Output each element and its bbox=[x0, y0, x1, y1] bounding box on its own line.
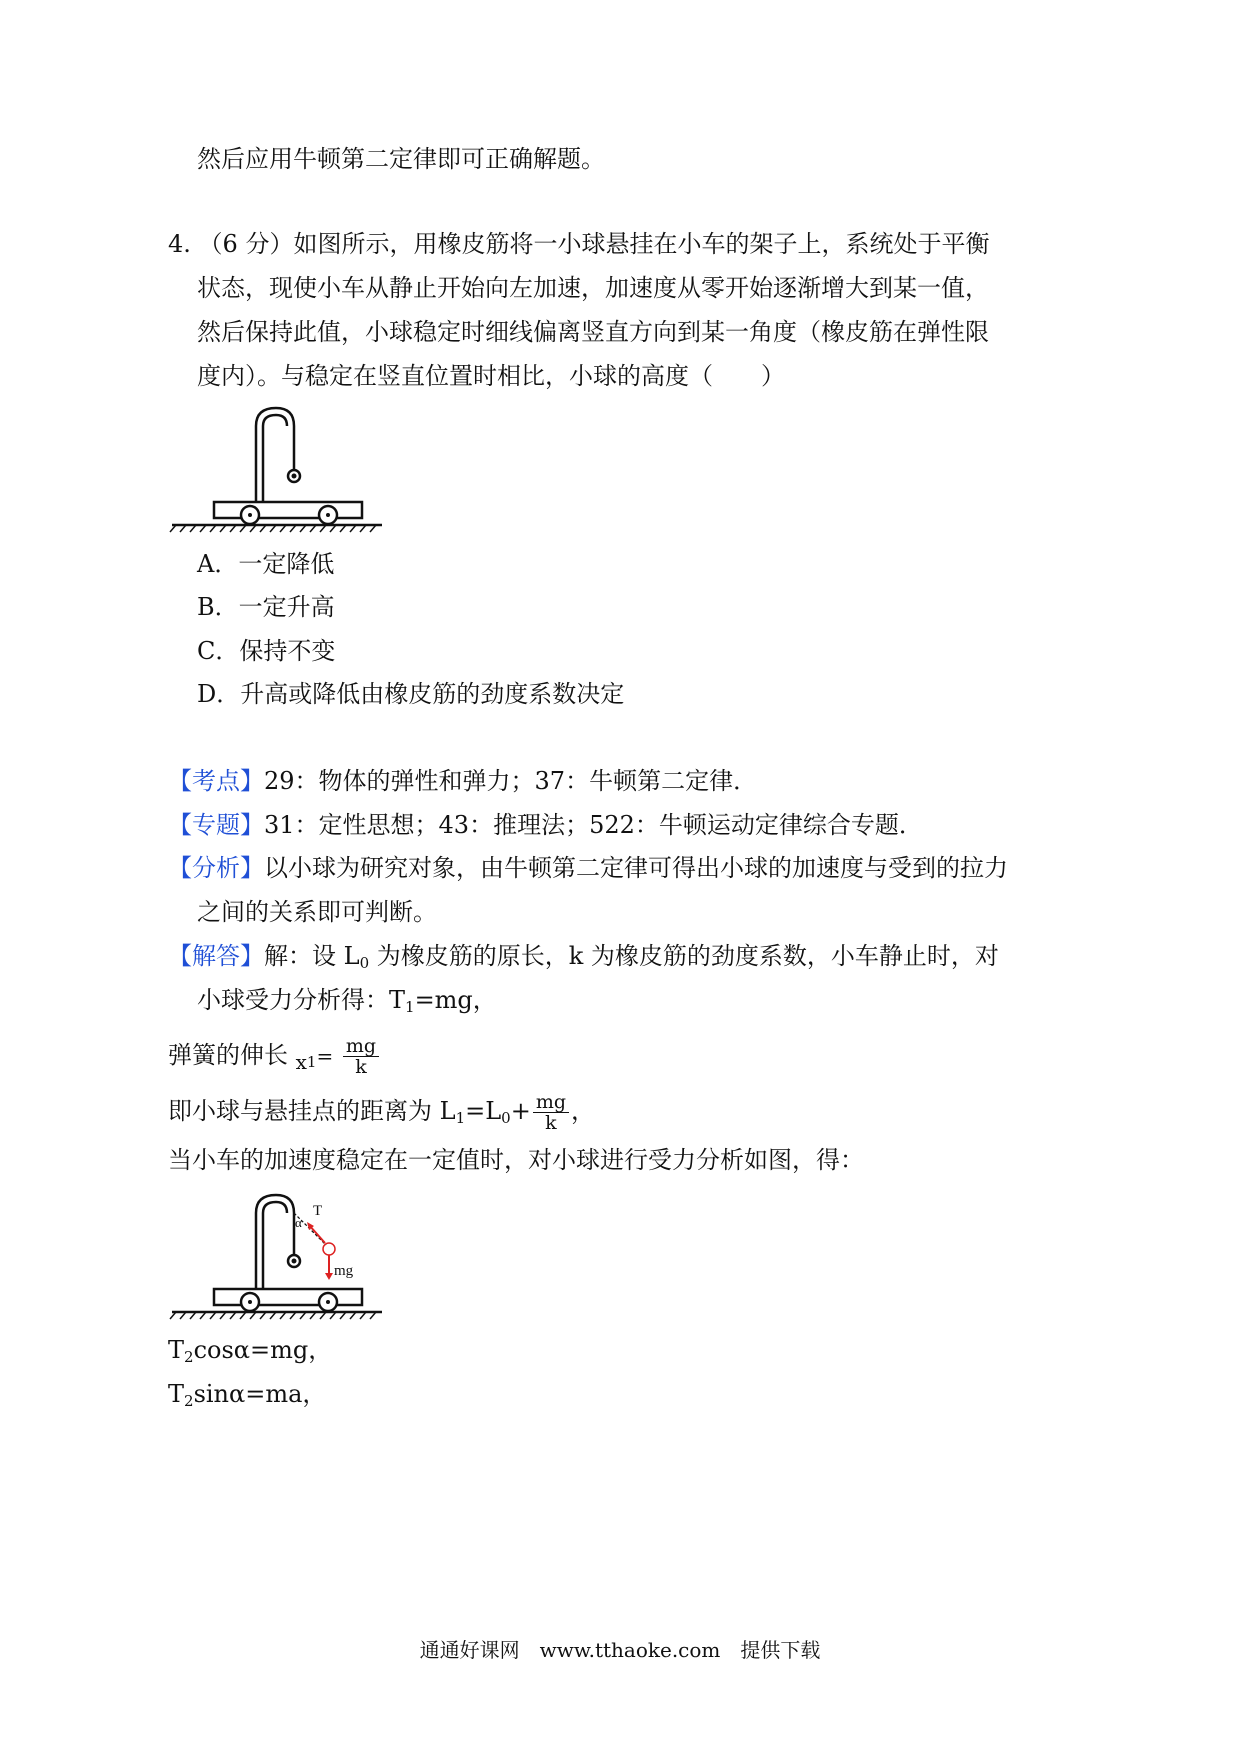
fenxi-line-1 bbox=[168, 853, 1008, 883]
question-line-1 bbox=[168, 229, 989, 259]
jieda-line-2 bbox=[197, 985, 497, 1022]
option-c-text: 保持不变 bbox=[239, 637, 336, 665]
question-score: （6 分） bbox=[198, 230, 294, 258]
distance-end: ， bbox=[571, 1097, 596, 1125]
eq1-rest: cosα=mg， bbox=[193, 1336, 333, 1364]
jieda-text-2a: 小球受力分析得：T bbox=[197, 986, 406, 1014]
jieda-line-1 bbox=[168, 941, 999, 978]
label-T: T bbox=[313, 1203, 323, 1219]
distance-sub-0: 0 bbox=[501, 1109, 511, 1127]
question-line-4: 度内）。与稳定在竖直位置时相比，小球的高度（ ） bbox=[197, 362, 785, 390]
label-alpha: α bbox=[295, 1215, 302, 1230]
distance-line bbox=[168, 1087, 595, 1142]
eq2-rest: sinα=ma， bbox=[193, 1380, 327, 1408]
option-a bbox=[197, 549, 334, 579]
option-a-label: A． bbox=[197, 550, 239, 578]
option-d-label: D． bbox=[197, 680, 241, 708]
eq2-sub: 2 bbox=[184, 1392, 194, 1410]
jieda-text-1b: 为橡皮筋的原长，k 为橡皮筋的劲度系数，小车静止时，对 bbox=[369, 942, 999, 970]
eq1-sub: 2 bbox=[184, 1348, 194, 1366]
question-text-1: 如图所示，用橡皮筋将一小球悬挂在小车的架子上，系统处于平衡 bbox=[293, 230, 990, 258]
fraction-mg-over-k bbox=[343, 1036, 379, 1077]
eq2-T: T bbox=[168, 1380, 185, 1408]
zhuanti-text: 31：定性思想；43：推理法；522：牛顿运动定律综合专题． bbox=[264, 811, 923, 839]
fenxi-tag: 【分析】 bbox=[168, 854, 264, 882]
fenxi-line-2: 之间的关系即可判断。 bbox=[197, 898, 437, 926]
intro-line: 然后应用牛顿第二定律即可正确解题。 bbox=[197, 145, 605, 173]
option-b bbox=[197, 592, 335, 622]
cart-figure-2 bbox=[168, 1185, 388, 1325]
ball-deflected bbox=[323, 1243, 335, 1255]
fraction-denominator: k bbox=[355, 1056, 367, 1078]
cart-stand bbox=[256, 408, 294, 502]
zhuanti-tag: 【专题】 bbox=[168, 811, 264, 839]
distance-plus: + bbox=[510, 1097, 531, 1125]
spring-x-sub: 1 bbox=[306, 1053, 317, 1071]
eq1-T: T bbox=[168, 1336, 185, 1364]
fraction-numerator-2: mg bbox=[533, 1092, 569, 1113]
fenxi-text-1: 以小球为研究对象，由牛顿第二定律可得出小球的加速度与受到的拉力 bbox=[264, 854, 1008, 882]
spring-x: x bbox=[295, 1050, 307, 1074]
cart-body bbox=[214, 502, 362, 518]
option-d bbox=[197, 679, 624, 709]
question-line-2: 状态，现使小车从静止开始向左加速，加速度从零开始逐渐增大到某一值， bbox=[197, 274, 989, 302]
zhuanti-line bbox=[168, 810, 923, 840]
jieda-text-2b: =mg， bbox=[414, 986, 497, 1014]
distance-mid: =L bbox=[465, 1097, 502, 1125]
option-d-text: 升高或降低由橡皮筋的劲度系数决定 bbox=[240, 680, 625, 708]
equation-2 bbox=[168, 1379, 326, 1416]
option-b-text: 一定升高 bbox=[238, 593, 335, 621]
accel-line: 当小车的加速度稳定在一定值时，对小球进行受力分析如图，得： bbox=[168, 1146, 864, 1174]
label-mg: mg bbox=[334, 1263, 354, 1279]
fraction-mg-over-k-2 bbox=[533, 1092, 569, 1133]
question-number: 4. bbox=[168, 230, 191, 258]
spring-equals: = bbox=[316, 1044, 334, 1068]
subscript-1: 1 bbox=[405, 998, 415, 1016]
jieda-text-1a: 解：设 L bbox=[264, 942, 360, 970]
subscript-0: 0 bbox=[359, 954, 370, 972]
page-footer: 通通好课网 www.tthaoke.com 提供下载 bbox=[419, 1638, 821, 1662]
distance-prefix: 即小球与悬挂点的距离为 L bbox=[168, 1097, 456, 1125]
cart-figure-1 bbox=[168, 398, 388, 538]
kaodian-line bbox=[168, 766, 757, 796]
option-a-text: 一定降低 bbox=[238, 550, 335, 578]
spring-prefix: 弹簧的伸长 bbox=[168, 1041, 288, 1069]
distance-sub-1: 1 bbox=[455, 1109, 466, 1127]
equation-1 bbox=[168, 1335, 332, 1372]
kaodian-text: 29：物体的弹性和弹力；37：牛顿第二定律． bbox=[264, 767, 758, 795]
option-c-label: C． bbox=[197, 637, 240, 665]
kaodian-tag: 【考点】 bbox=[168, 767, 264, 795]
fraction-numerator: mg bbox=[343, 1036, 379, 1057]
fraction-denominator-2: k bbox=[545, 1112, 557, 1134]
option-c bbox=[197, 636, 335, 666]
option-b-label: B． bbox=[197, 593, 239, 621]
jieda-tag: 【解答】 bbox=[168, 942, 264, 970]
question-line-3: 然后保持此值，小球稳定时细线偏离竖直方向到某一角度（橡皮筋在弹性限 bbox=[197, 318, 989, 346]
spring-line bbox=[168, 1031, 381, 1086]
